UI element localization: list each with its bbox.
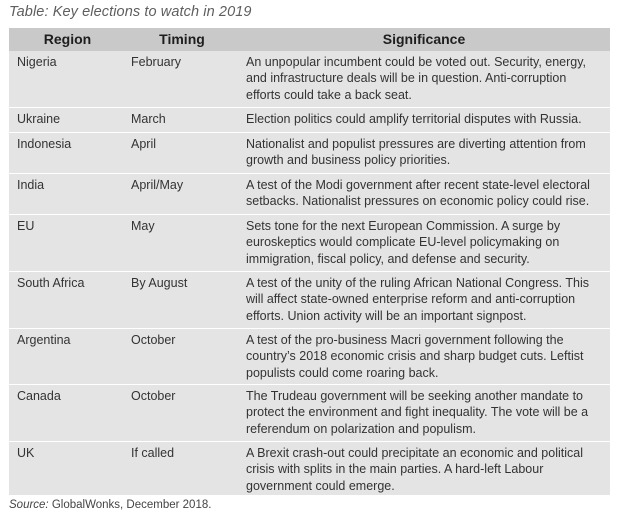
significance-line: A test of the unity of the ruling African National Congress. This bbox=[246, 276, 590, 290]
cell-region: Argentina bbox=[17, 333, 71, 347]
significance-line: A test of the pro-business Macri government following the bbox=[246, 333, 564, 347]
significance-line: and infrastructure deals will be in question. Anti-corruption bbox=[246, 71, 567, 86]
significance-line: growth and business policy priorities. bbox=[246, 153, 451, 168]
table-row bbox=[9, 272, 610, 329]
cell-timing: By August bbox=[131, 276, 188, 290]
significance-line: efforts. Union activity will be an important signpost. bbox=[246, 308, 527, 323]
cell-significance bbox=[246, 388, 610, 437]
significance-line: euroskeptics would complicate EU-level policymaking on bbox=[246, 235, 560, 250]
cell-region: South Africa bbox=[17, 276, 85, 290]
table-row bbox=[9, 385, 610, 442]
cell-region: Ukraine bbox=[17, 112, 61, 126]
significance-line: government could emerge. bbox=[246, 478, 395, 493]
source-label: Source: bbox=[9, 499, 49, 511]
cell-timing: October bbox=[131, 333, 176, 347]
significance-line: referendum on polarization and populism. bbox=[246, 421, 476, 436]
significance-line: protect the environment and fight inequality. The vote will be a bbox=[246, 405, 589, 420]
significance-line: country’s 2018 economic crisis and sharp budget cuts. Leftist bbox=[246, 349, 584, 364]
cell-significance bbox=[246, 111, 610, 127]
cell-significance bbox=[246, 54, 610, 103]
significance-line: An unpopular incumbent could be voted out. Security, energy, bbox=[246, 55, 587, 69]
source-note bbox=[9, 499, 211, 511]
table-caption: Table: Key elections to watch in 2019 bbox=[9, 4, 252, 20]
source-text: GlobalWonks, December 2018. bbox=[48, 499, 212, 511]
table-header-row bbox=[9, 28, 610, 51]
cell-region: Nigeria bbox=[17, 55, 57, 69]
cell-significance bbox=[246, 445, 610, 494]
cell-region: UK bbox=[17, 446, 35, 460]
table-row bbox=[9, 215, 610, 272]
cell-significance bbox=[246, 275, 610, 324]
significance-line: The Trudeau government will be seeking another mandate to bbox=[246, 389, 584, 403]
cell-timing: May bbox=[131, 219, 155, 233]
table-row bbox=[9, 442, 610, 495]
header-region: Region bbox=[43, 31, 92, 47]
cell-region: Canada bbox=[17, 389, 61, 403]
cell-region: Indonesia bbox=[17, 137, 72, 151]
cell-region: EU bbox=[17, 219, 35, 233]
cell-timing: If called bbox=[131, 446, 175, 460]
significance-line: populists could come roaring back. bbox=[246, 365, 439, 380]
significance-line: A Brexit crash-out could precipitate an economic and political bbox=[246, 446, 583, 460]
significance-line: immigration, fiscal policy, and defense and security. bbox=[246, 251, 530, 266]
table-row bbox=[9, 51, 610, 108]
significance-line: Election politics could amplify territorial disputes with Russia. bbox=[246, 112, 582, 126]
table-row bbox=[9, 108, 610, 133]
significance-line: setbacks. Nationalist pressures on economic policy could rise. bbox=[246, 194, 590, 209]
elections-table bbox=[9, 28, 610, 495]
table-row bbox=[9, 133, 610, 174]
cell-timing: April bbox=[131, 137, 157, 151]
significance-line: A test of the Modi government after recent state-level electoral bbox=[246, 178, 590, 192]
header-timing: Timing bbox=[159, 31, 205, 47]
cell-significance bbox=[246, 136, 610, 169]
cell-region: India bbox=[17, 178, 45, 192]
cell-timing: October bbox=[131, 389, 176, 403]
significance-line: Nationalist and populist pressures are diverting attention from bbox=[246, 137, 586, 151]
significance-line: Sets tone for the next European Commission. A surge by bbox=[246, 219, 561, 233]
cell-significance bbox=[246, 218, 610, 267]
header-significance: Significance bbox=[382, 31, 466, 47]
cell-timing: February bbox=[131, 55, 182, 69]
cell-timing: March bbox=[131, 112, 166, 126]
significance-line: efforts could take a back seat. bbox=[246, 87, 412, 102]
significance-line: will affect state-owned enterprise reform and anti-corruption bbox=[246, 292, 576, 307]
significance-line: crisis with splits in the main parties. A hard-left Labour bbox=[246, 462, 544, 477]
cell-significance bbox=[246, 332, 610, 381]
table-row bbox=[9, 329, 610, 385]
table-row bbox=[9, 174, 610, 215]
cell-significance bbox=[246, 177, 610, 210]
cell-timing: April/May bbox=[131, 178, 184, 192]
